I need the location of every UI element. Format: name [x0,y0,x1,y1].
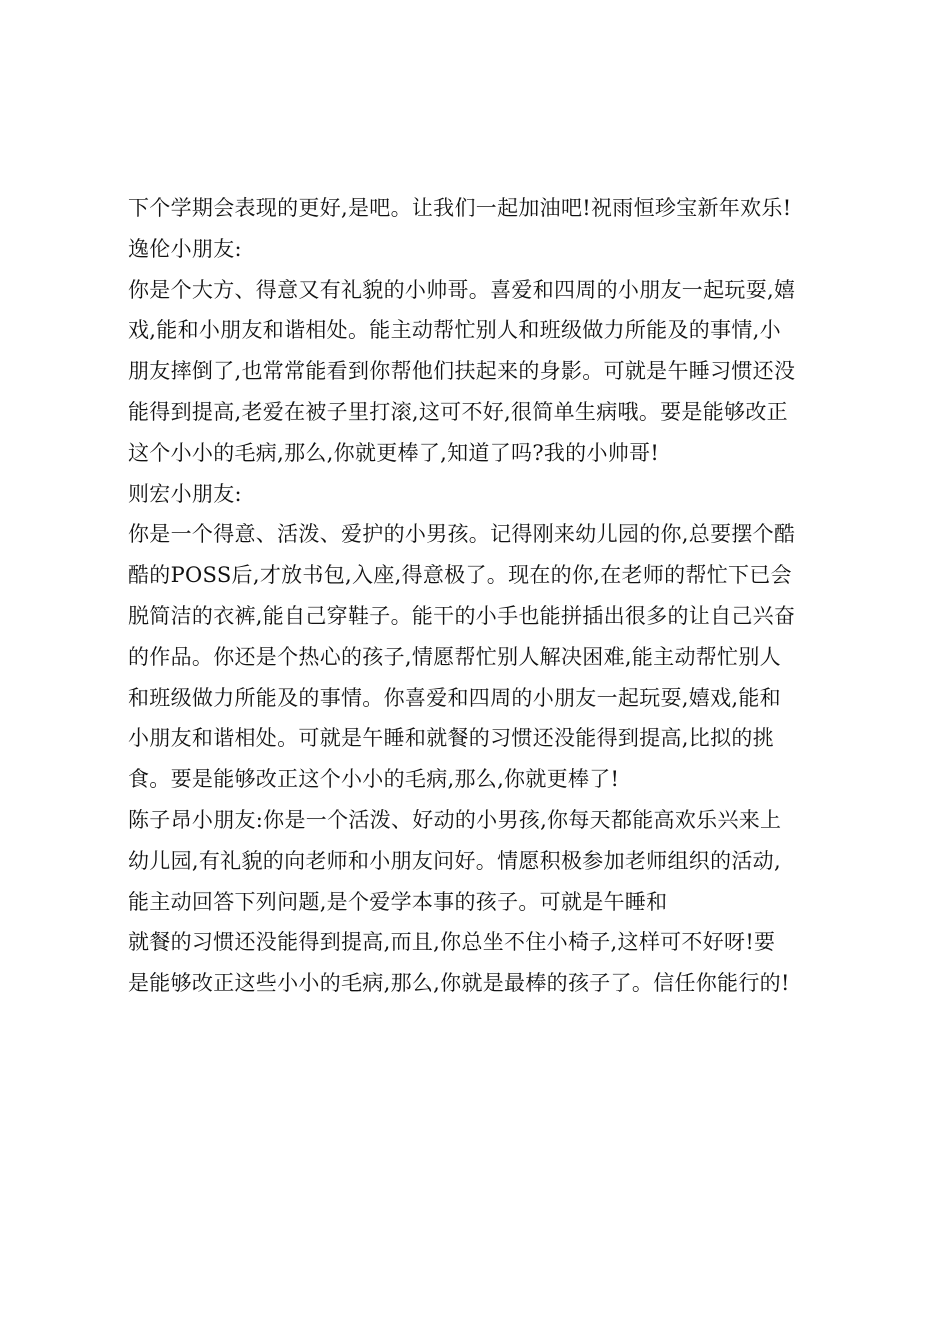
text-line: 能得到提高,老爱在被子里打滚,这可不好,很简单生病哦。要是能够改正 [128,399,788,424]
text-line: 和班级做力所能及的事情。你喜爱和四周的小朋友一起玩耍,嬉戏,能和 [128,685,781,710]
section-heading: 则宏小朋友: [128,481,242,506]
text-line: 戏,能和小朋友和谐相处。能主动帮忙别人和班级做力所能及的事情,小 [128,318,781,343]
text-line: 你是个大方、得意又有礼貌的小帅哥。喜爱和四周的小朋友一起玩耍,嬉 [128,277,796,302]
text-line: 这个小小的毛病,那么,你就更棒了,知道了吗?我的小帅哥! [128,440,660,465]
text-line: 你是一个得意、活泼、爱护的小男孩。记得刚来幼儿园的你,总要摆个酷 [128,522,796,547]
text-line: 脱简洁的衣裤,能自己穿鞋子。能干的小手也能拼插出很多的让自己兴奋 [128,603,796,628]
text-line: 陈子昂小朋友:你是一个活泼、好动的小男孩,你每天都能高欢乐兴来上 [128,807,782,832]
text-line: 食。要是能够改正这个小小的毛病,那么,你就更棒了! [128,767,620,792]
text-line: 酷的POSS后,才放书包,入座,得意极了。现在的你,在老师的帮忙下已会 [128,563,792,588]
text-line: 小朋友和谐相处。可就是午睡和就餐的习惯还没能得到提高,比拟的挑 [128,726,774,751]
document-body [128,188,838,1004]
text-line: 就餐的习惯还没能得到提高,而且,你总坐不住小椅子,这样可不好呀!要 [128,930,776,955]
text-line: 下个学期会表现的更好,是吧。让我们一起加油吧!祝雨恒珍宝新年欢乐! [128,196,792,220]
text-line: 能主动回答下列问题,是个爱学本事的孩子。可就是午睡和 [128,889,668,914]
text-line: 的作品。你还是个热心的孩子,情愿帮忙别人解决困难,能主动帮忙别人 [128,644,781,669]
section-heading: 逸伦小朋友: [128,236,242,261]
text-line: 幼儿园,有礼貌的向老师和小朋友问好。情愿积极参加老师组织的活动, [128,848,781,873]
text-line: 朋友摔倒了,也常常能看到你帮他们扶起来的身影。可就是午睡习惯还没 [128,359,796,384]
text-line: 是能够改正这些小小的毛病,那么,你就是最棒的孩子了。信任你能行的! [128,971,790,996]
